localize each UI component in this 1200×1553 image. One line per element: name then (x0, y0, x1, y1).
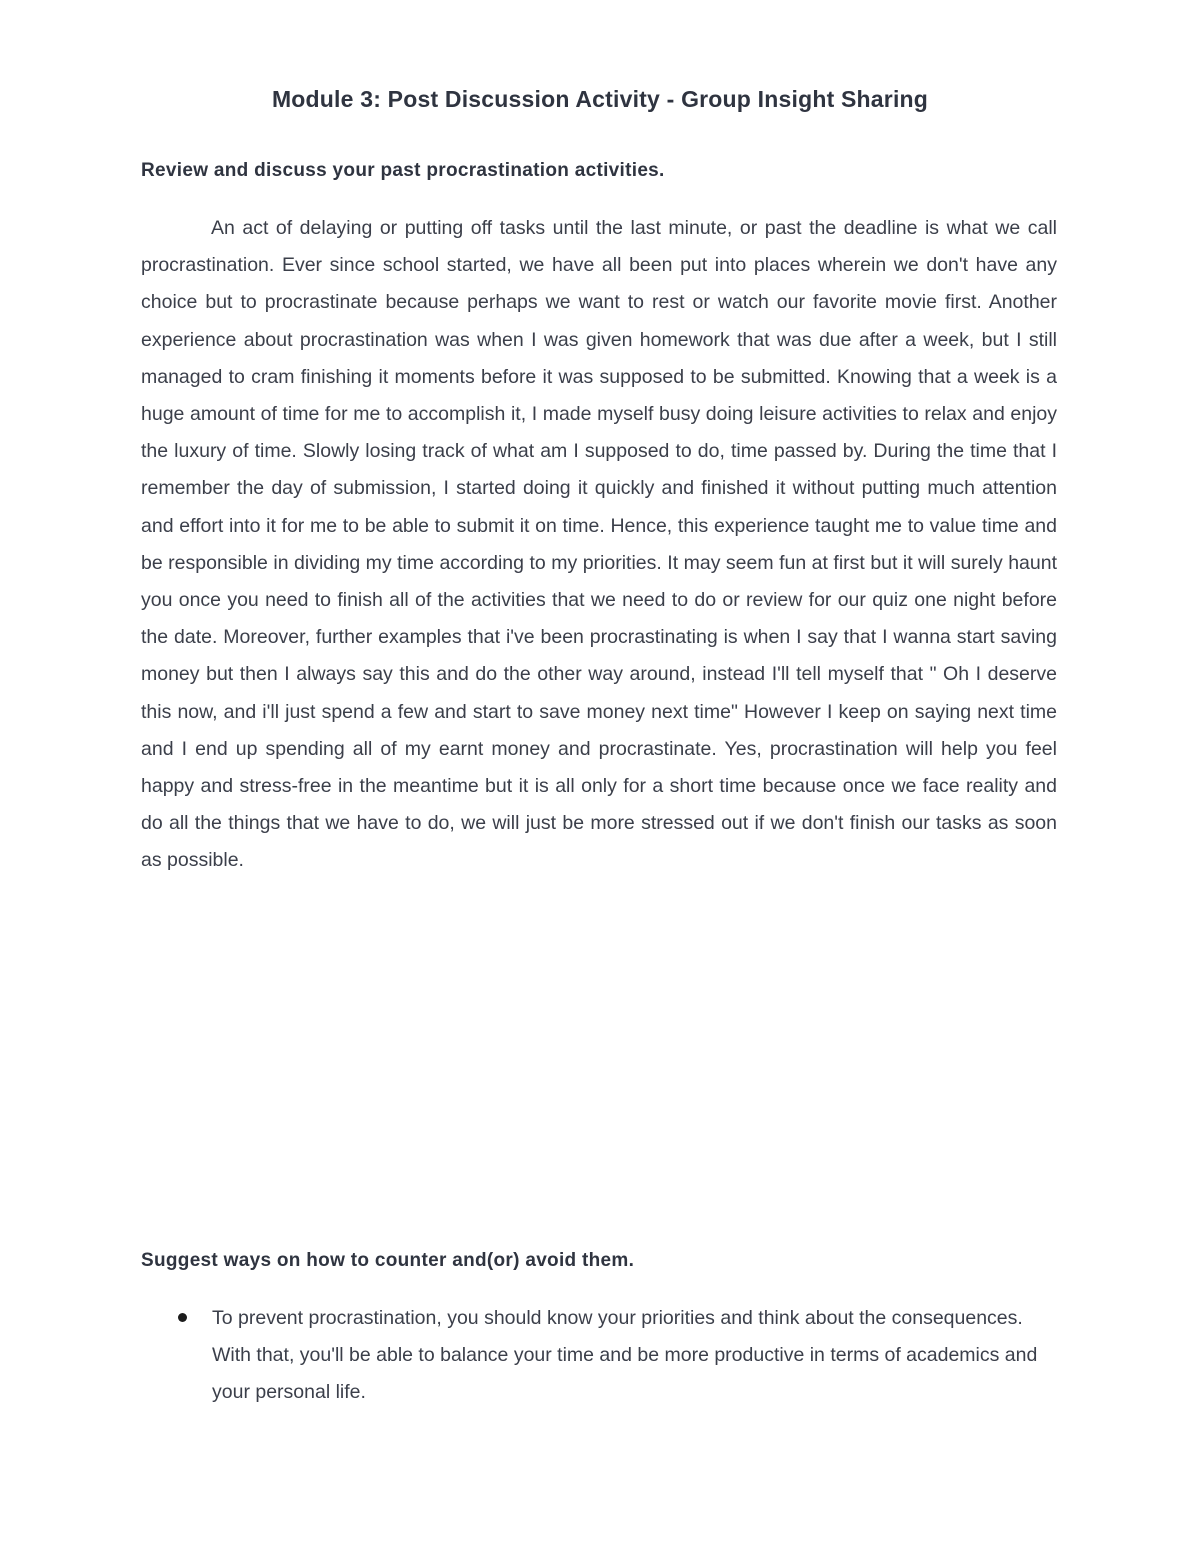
bullet-icon (178, 1313, 187, 1322)
section-heading-review: Review and discuss your past procrastination activities. (141, 160, 665, 181)
section-heading-suggest: Suggest ways on how to counter and(or) avoid them. (141, 1250, 635, 1271)
document-title: Module 3: Post Discussion Activity - Group Insight Sharing (271, 86, 929, 112)
list-item (0, 1300, 1062, 1411)
suggestion-list (0, 1300, 1062, 1411)
list-item-text: To prevent procrastination, you should know your priorities and think about the consequences. With that, you'll be able to balance your time and be more productive in terms of academics and your personal life. (212, 1307, 1038, 1403)
review-paragraph: An act of delaying or putting off tasks until the last minute, or past the deadline is what we call procrastination. Ever since school started, we have all been put into places wherein we don't have any choice but to procrastinate because perhaps we want to rest or watch our favorite movie first. Another experience about procrastination was when I was given homework that was due after a week, but I still managed to cram finishing it moments before it was supposed to be submitted. Knowing that a week is a huge amount of time for me to accomplish it, I made myself busy doing leisure activities to relax and enjoy the luxury of time. Slowly losing track of what am I supposed to do, time passed by. During the time that I remember the day of submission, I started doing it quickly and finished it without putting much attention and effort into it for me to be able to submit it on time. Hence, this experience taught me to value time and be responsible in dividing my time according to my priorities. It may seem fun at first but it will surely haunt you once you need to finish all of the activities that we need to do or review for our quiz one night before the date. Moreover, further examples that i've been procrastinating is when I say that I wanna start saving money but then I always say this and do the other way around, instead I'll tell myself that " Oh I deserve this now, and i'll just spend a few and start to save money next time" However I keep on saying next time and I end up spending all of my earnt money and procrastinate. Yes, procrastination will help you feel happy and stress-free in the meantime but it is all only for a short time because once we face reality and do all the things that we have to do, we will just be more stressed out if we don't finish our tasks as soon as possible. (141, 217, 1057, 872)
